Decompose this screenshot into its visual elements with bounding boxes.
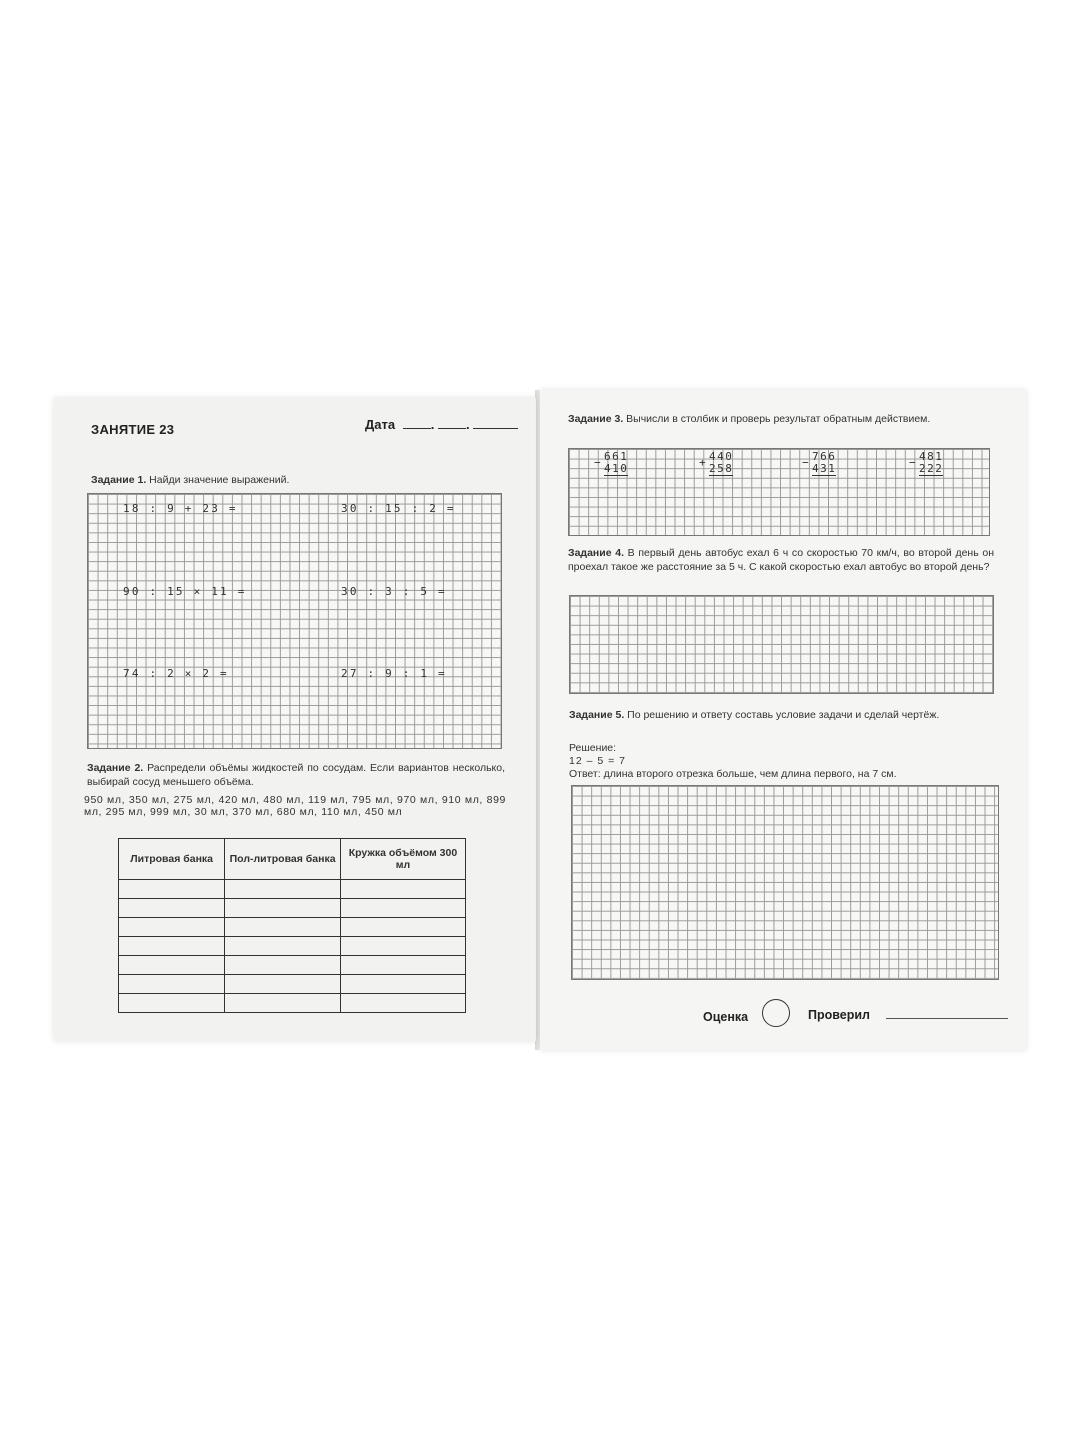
task3-label: Задание 3. xyxy=(568,413,624,425)
date-field: Дата . . xyxy=(365,417,518,432)
column-sign: − xyxy=(909,456,918,469)
task1-heading xyxy=(91,473,511,487)
column-sign: − xyxy=(594,456,603,469)
task5-label: Задание 5. xyxy=(569,709,625,721)
table-row xyxy=(119,918,466,937)
table-header-mug: Кружка объёмом 300 мл xyxy=(340,839,465,880)
task5-text: По решению и ответу составь условие задачи и сделай чертёж. xyxy=(627,709,940,721)
column-bottom: 431 xyxy=(812,462,837,475)
table-row xyxy=(119,994,466,1013)
task4-heading xyxy=(568,546,994,574)
checked-label: Проверил xyxy=(808,1008,870,1022)
column-top: 661 xyxy=(604,450,629,463)
task5-heading xyxy=(569,708,999,722)
table-row xyxy=(119,956,466,975)
column-top: 440 xyxy=(709,450,734,463)
column-top: 481 xyxy=(919,450,944,463)
task4-text: В первый день автобус ехал 6 ч со скоростью 70 км/ч, во второй день он проехал такое же расстояние за 5 ч. С какой скоростью ехал автобус во второй день? xyxy=(568,547,994,573)
column-top: 766 xyxy=(812,450,837,463)
table-header-half-liter: Пол-литровая банка xyxy=(225,839,341,880)
column-bottom: 410 xyxy=(604,462,629,475)
column-bottom: 258 xyxy=(709,462,734,475)
task3-text: Вычисли в столбик и проверь результат обратным действием. xyxy=(626,413,931,425)
table-row xyxy=(119,880,466,899)
table-row xyxy=(119,899,466,918)
task2-label: Задание 2. xyxy=(87,762,144,774)
table-row xyxy=(119,937,466,956)
expression-4: 30 : 3 : 5 = xyxy=(341,585,447,598)
task1-text: Найди значение выражений. xyxy=(149,474,290,486)
checked-signature-line xyxy=(886,1018,1008,1019)
task3-grid xyxy=(568,448,990,536)
answer-text: Ответ: длина второго отрезка больше, чем длина первого, на 7 см. xyxy=(569,768,897,780)
task4-label: Задание 4. xyxy=(568,547,624,559)
right-page xyxy=(540,390,1026,1050)
table-row xyxy=(119,975,466,994)
task4-grid xyxy=(569,595,994,694)
column-calc-1 xyxy=(594,450,629,476)
volumes-table xyxy=(118,838,466,1013)
column-calc-2 xyxy=(699,450,734,476)
column-calc-3 xyxy=(802,450,837,476)
column-bottom: 222 xyxy=(919,462,944,475)
expression-6: 27 : 9 : 1 = xyxy=(341,667,447,680)
column-sign: − xyxy=(802,456,811,469)
expression-5: 74 : 2 × 2 = xyxy=(123,667,229,680)
expression-2: 30 : 15 : 2 = xyxy=(341,502,456,515)
task5-grid xyxy=(571,785,999,980)
task1-grid xyxy=(87,493,502,749)
volumes-list: 950 мл, 350 мл, 275 мл, 420 мл, 480 мл, 119 мл, 795 мл, 970 мл, 910 мл, 899 мл, 295 мл, 999 мл, 30 мл, 370 мл, 680 мл, 110 мл, 450 мл xyxy=(84,794,506,818)
date-label: Дата xyxy=(365,417,396,432)
lesson-title: ЗАНЯТИЕ 23 xyxy=(91,422,175,437)
left-page xyxy=(54,398,536,1041)
grade-label: Оценка xyxy=(703,1010,749,1024)
solution-label: Решение: xyxy=(569,742,617,754)
task2-heading xyxy=(87,761,505,789)
expression-1: 18 : 9 + 23 = xyxy=(123,502,238,515)
task1-label: Задание 1. xyxy=(91,474,147,486)
grade-circle xyxy=(762,999,790,1027)
column-calc-4 xyxy=(909,450,944,476)
column-sign: + xyxy=(699,456,708,469)
task3-heading xyxy=(568,412,990,426)
expression-3: 90 : 15 × 11 = xyxy=(123,585,247,598)
task2-text: Распредели объёмы жидкостей по сосудам. Если вариантов несколько, выбирай сосуд меньшего объёма. xyxy=(87,762,506,788)
solution-expression: 12 – 5 = 7 xyxy=(569,755,626,767)
table-header-liter: Литровая банка xyxy=(119,839,225,880)
